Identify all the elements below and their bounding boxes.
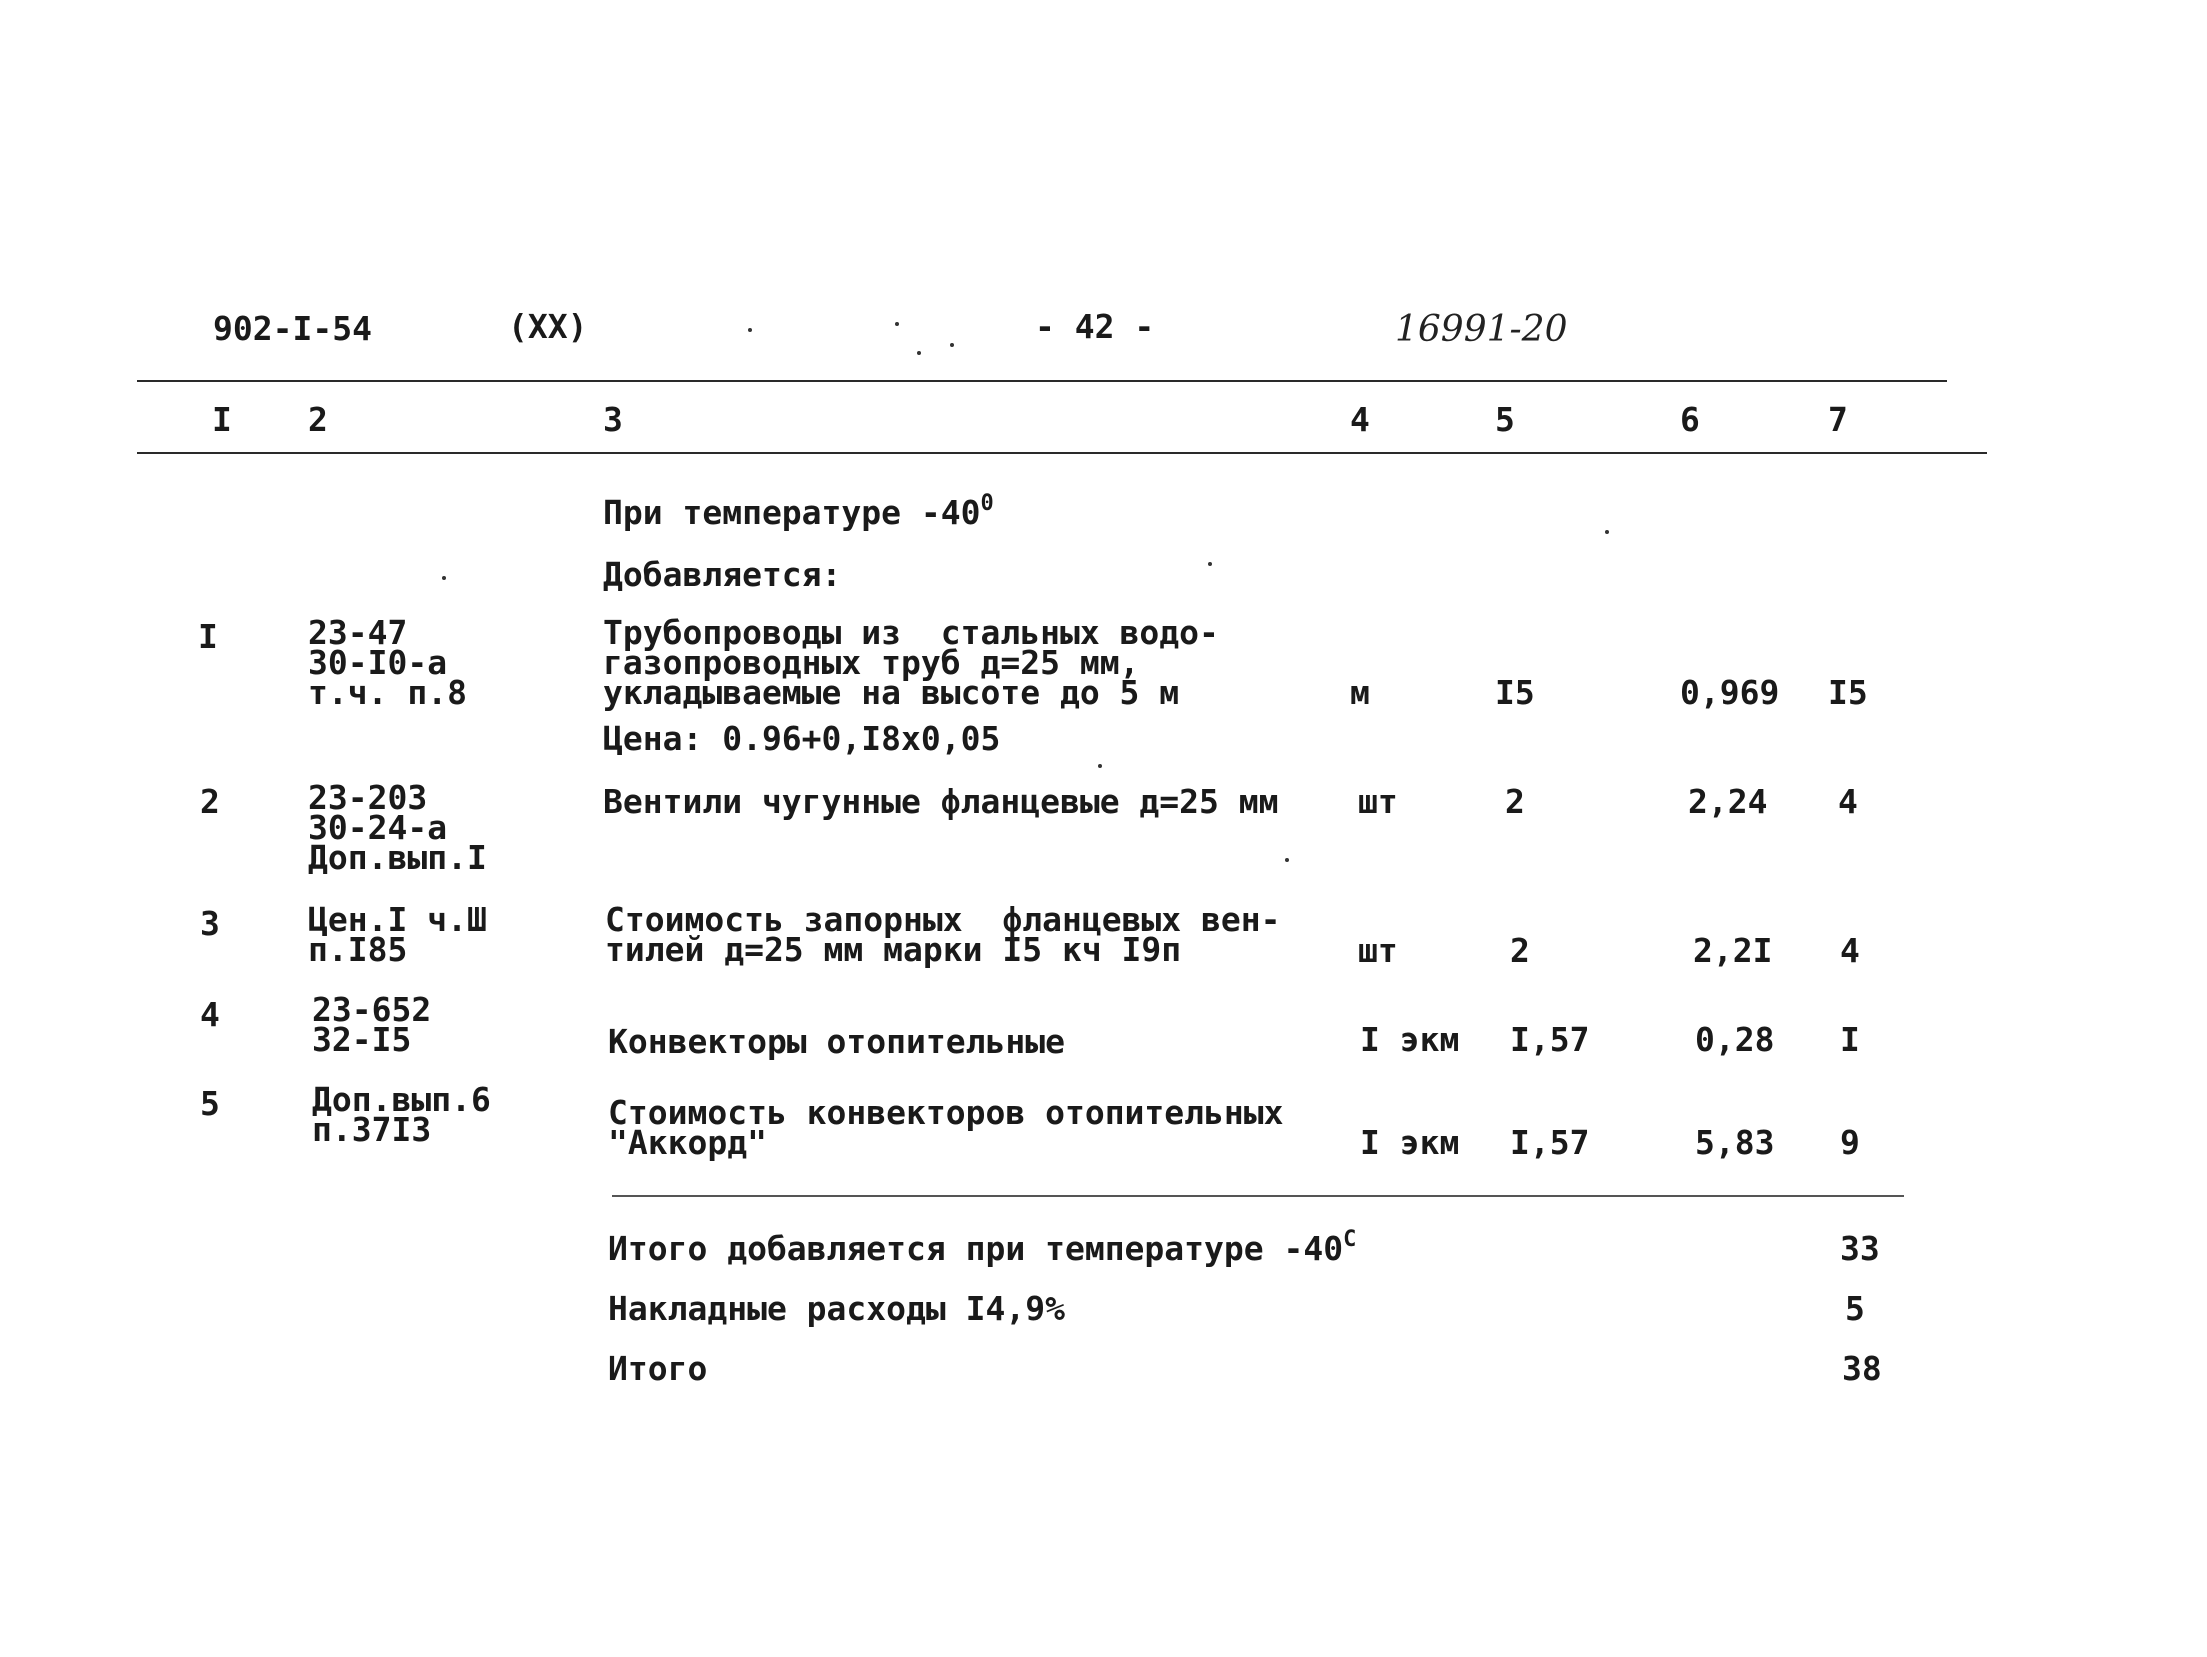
- handwritten-reference: 16991-20: [1395, 309, 1568, 350]
- row-2-number: 2: [200, 782, 220, 821]
- section-label: (XX): [508, 307, 588, 346]
- totals-separator-rule: [612, 1195, 1904, 1197]
- column-header-1: I: [212, 400, 232, 439]
- row-2-description: Вентили чугунные фланцевые д=25 мм: [603, 782, 1279, 821]
- scan-speck: [1285, 858, 1289, 862]
- row-5-number: 5: [200, 1084, 220, 1123]
- row-1-unit-price: 0,969: [1680, 673, 1780, 712]
- row-1-unit: м: [1350, 673, 1370, 712]
- row-3-description: Стоимость запорных фланцевых вен- тилей д=25 мм марки I5 кч I9п: [605, 900, 1281, 969]
- grand-total-label: Итого: [608, 1349, 708, 1388]
- page-number: - 42 -: [1035, 307, 1155, 346]
- row-4-description: Конвекторы отопительные: [608, 1022, 1065, 1061]
- header-bottom-rule: [137, 452, 1987, 454]
- total-added-value: 33: [1840, 1229, 1880, 1268]
- scan-speck: [1098, 764, 1102, 768]
- row-4-number: 4: [200, 995, 220, 1034]
- scan-speck: [1208, 562, 1212, 566]
- row-1-number: I: [198, 617, 218, 656]
- row-3-quantity: 2: [1510, 931, 1530, 970]
- grand-total-value: 38: [1842, 1349, 1882, 1388]
- document-code: 902-I-54: [213, 309, 372, 348]
- overhead-value: 5: [1845, 1289, 1865, 1328]
- row-3-total: 4: [1840, 931, 1860, 970]
- row-2-quantity: 2: [1505, 782, 1525, 821]
- overhead-label: Накладные расходы I4,9%: [608, 1289, 1065, 1328]
- scan-speck: [442, 576, 446, 580]
- column-header-4: 4: [1350, 400, 1370, 439]
- row-5-description: Стоимость конвекторов отопительных "Аккорд": [608, 1093, 1284, 1162]
- row-3-unit-price: 2,2I: [1693, 931, 1773, 970]
- temperature-heading: При температуре $-40^0$: [603, 491, 994, 532]
- row-5-total: 9: [1840, 1123, 1860, 1162]
- row-3-code: Цен.I ч.Ш п.I85: [308, 900, 487, 969]
- scan-speck: [917, 351, 921, 355]
- row-5-code: Доп.вып.6 п.37I3: [312, 1080, 491, 1149]
- row-4-code: 23-652 32-I5: [312, 990, 432, 1059]
- column-header-2: 2: [308, 400, 328, 439]
- scan-speck: [950, 343, 954, 347]
- row-1-code: 23-47 30-I0-а т.ч. п.8: [308, 613, 467, 712]
- row-4-quantity: I,57: [1510, 1020, 1590, 1059]
- row-4-unit-price: 0,28: [1695, 1020, 1775, 1059]
- column-header-7: 7: [1828, 400, 1848, 439]
- row-5-unit: I экм: [1360, 1123, 1460, 1162]
- row-2-total: 4: [1838, 782, 1858, 821]
- row-1-total: I5: [1828, 673, 1868, 712]
- row-5-unit-price: 5,83: [1695, 1123, 1775, 1162]
- row-3-number: 3: [200, 904, 220, 943]
- header-top-rule: [137, 380, 1947, 382]
- row-2-unit: шт: [1358, 782, 1398, 821]
- row-3-unit: шт: [1358, 931, 1398, 970]
- row-4-unit: I экм: [1360, 1020, 1460, 1059]
- scan-speck: [748, 328, 752, 332]
- column-header-5: 5: [1495, 400, 1515, 439]
- scan-speck: [1605, 530, 1609, 534]
- column-header-6: 6: [1680, 400, 1700, 439]
- scan-speck: [895, 322, 899, 326]
- row-5-quantity: I,57: [1510, 1123, 1590, 1162]
- total-added-label: Итого добавляется при температуре $-40^С$: [608, 1227, 1357, 1268]
- row-1-quantity: I5: [1495, 673, 1535, 712]
- row-1-description: Трубопроводы из стальных водо- газопроводных труб д=25 мм, укладываемые на высоте до 5 м: [603, 613, 1219, 712]
- row-2-unit-price: 2,24: [1688, 782, 1768, 821]
- row-2-code: 23-203 30-24-а Доп.вып.I: [308, 778, 487, 877]
- row-4-total: I: [1840, 1020, 1860, 1059]
- row-1-price-note: Цена: 0.96+0,I8х0,05: [603, 719, 1001, 758]
- added-label: Добавляется:: [603, 555, 842, 594]
- column-header-3: 3: [603, 400, 623, 439]
